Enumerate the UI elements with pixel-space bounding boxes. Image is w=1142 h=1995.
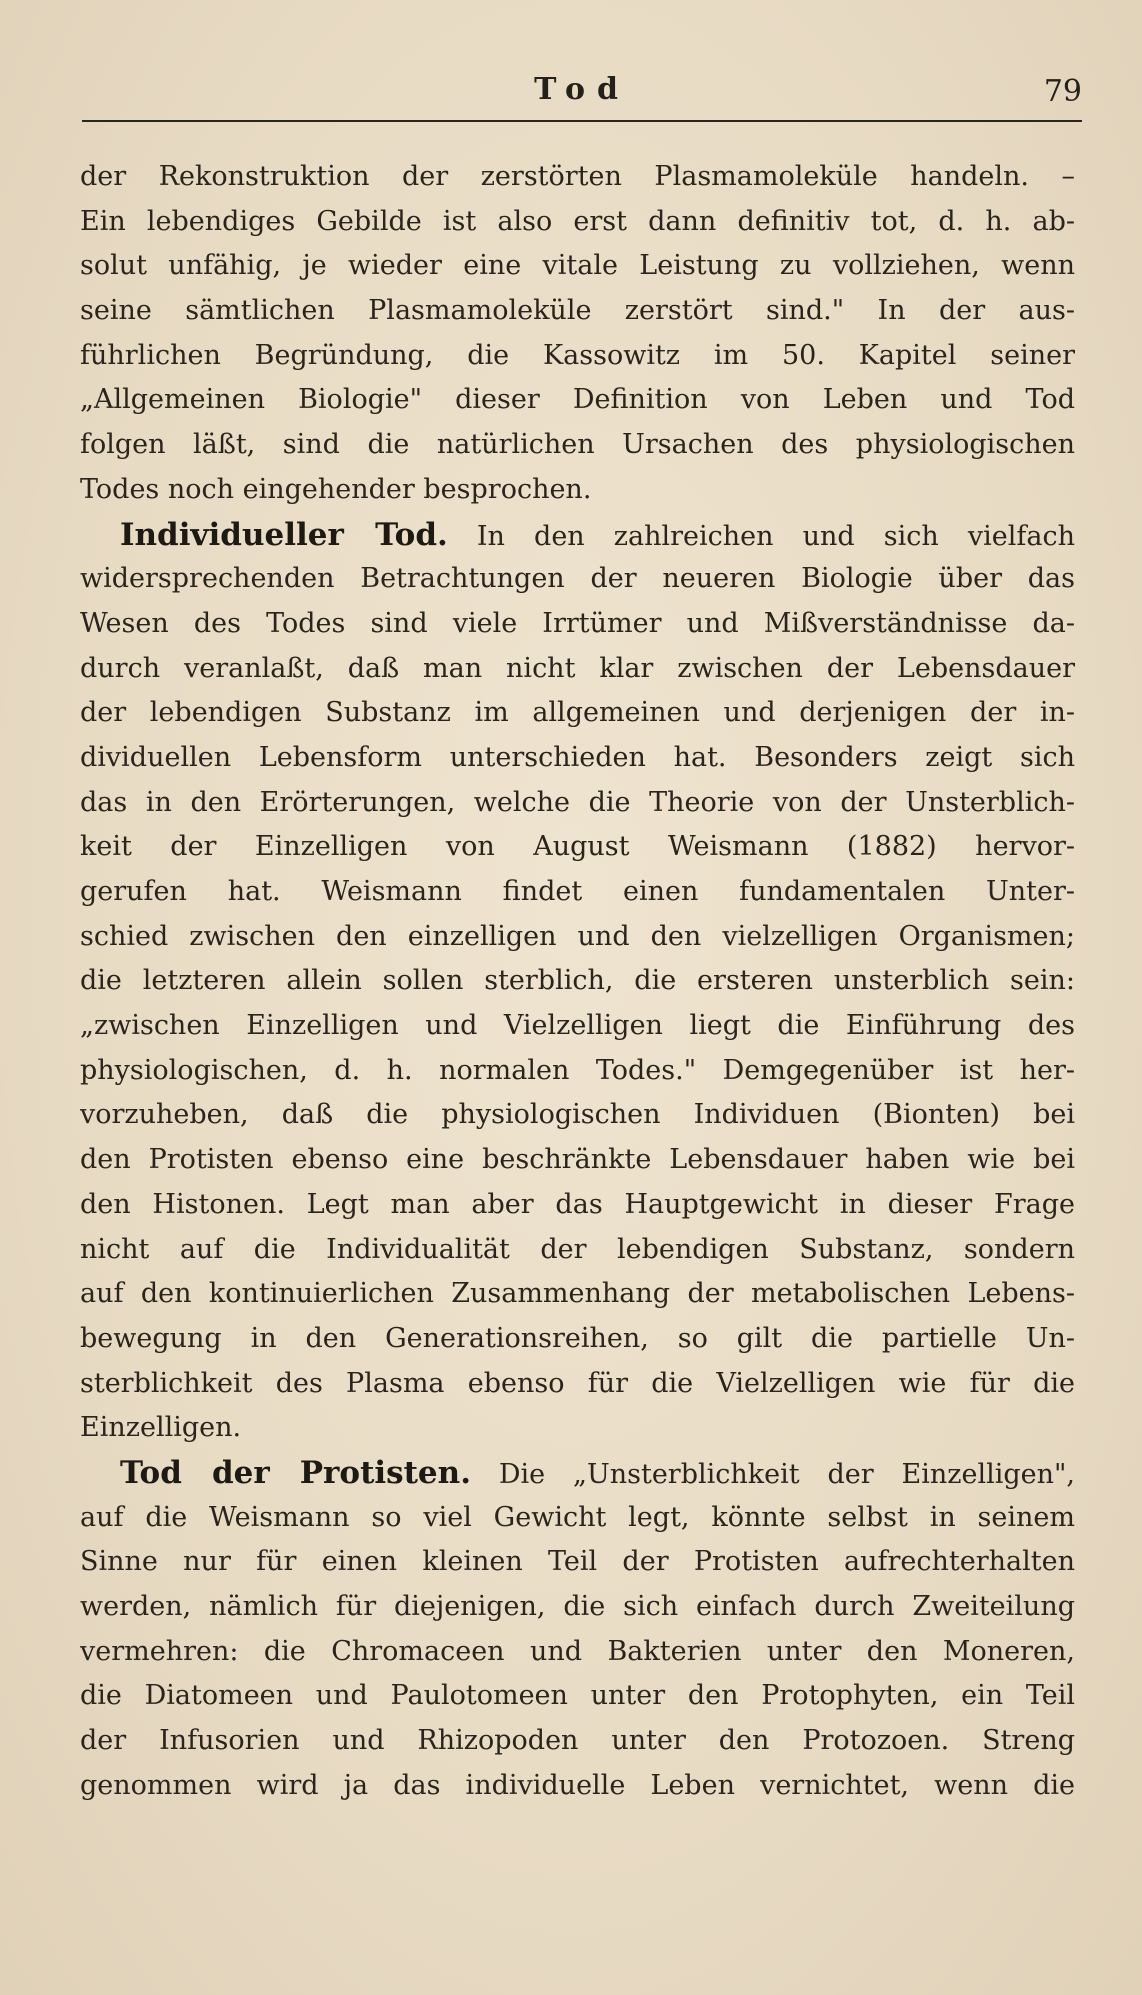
text-line: auf den kontinuierlichen Zusammenhang der metabolischen Lebens- <box>80 1278 1075 1310</box>
text-line: vorzuheben, daß die physiologischen Individuen (Bionten) bei <box>80 1099 1075 1131</box>
text-line: bewegung in den Generationsreihen, so gilt die partielle Un- <box>80 1322 1075 1354</box>
text-line: vermehren: die Chromaceen und Bakterien unter den Moneren, <box>80 1635 1075 1667</box>
page-number: 79 <box>1043 74 1082 109</box>
text-line: werden, nämlich für diejenigen, die sich einfach durch Zweiteilung <box>80 1591 1075 1622</box>
section-lead-text: Die „Unsterblichkeit der Einzelligen", <box>471 1458 1075 1490</box>
text-line: sterblichkeit des Plasma ebenso für die Vielzelligen wie für die <box>80 1367 1075 1399</box>
text-line: auf die Weismann so viel Gewicht legt, könnte selbst in seinem <box>80 1501 1075 1533</box>
text-line: Wesen des Todes sind viele Irrtümer und Mißverständnisse da- <box>80 607 1075 639</box>
text-line: den Histonen. Legt man aber das Hauptgewicht in dieser Frage <box>80 1188 1075 1220</box>
body-text <box>80 155 1075 1808</box>
text-line: das in den Erörterungen, welche die Theorie von der Unsterblich- <box>80 786 1075 818</box>
section-heading-tod-der-protisten: Tod der Protisten. <box>120 1454 471 1491</box>
text-line: Sinne nur für einen kleinen Teil der Protisten aufrechterhalten <box>80 1546 1075 1578</box>
text-line: Einzelligen. <box>80 1412 242 1444</box>
section-first-line <box>80 513 1075 558</box>
text-line: seine sämtlichen Plasmamoleküle zerstört sind." In der aus- <box>80 295 1075 327</box>
text-line: physiologischen, d. h. normalen Todes." Demgegenüber ist her- <box>80 1054 1075 1086</box>
text-line: der lebendigen Substanz im allgemeinen und derjenigen der in- <box>80 697 1075 729</box>
text-line: schied zwischen den einzelligen und den vielzelligen Organismen; <box>80 920 1075 952</box>
text-line: keit der Einzelligen von August Weismann (1882) hervor- <box>80 831 1075 863</box>
text-line: der Infusorien und Rhizopoden unter den Protozoen. Streng <box>80 1725 1075 1757</box>
text-line: Todes noch eingehender besprochen. <box>80 473 592 505</box>
text-line: genommen wird ja das individuelle Leben vernichtet, wenn die <box>80 1769 1075 1801</box>
section-heading-individueller-tod: Individueller Tod. <box>120 516 448 553</box>
text-line: Ein lebendiges Gebilde ist also erst dann definitiv tot, d. h. ab- <box>80 205 1075 237</box>
text-line: „Allgemeinen Biologie" dieser Definition von Leben und Tod <box>80 384 1075 416</box>
text-line: „zwischen Einzelligen und Vielzelligen liegt die Einführung des <box>80 1010 1075 1042</box>
text-line: solut unfähig, je wieder eine vitale Leistung zu vollziehen, wenn <box>80 250 1075 282</box>
text-line: führlichen Begründung, die Kassowitz im 50. Kapitel seiner <box>80 339 1075 371</box>
text-line: dividuellen Lebensform unterschieden hat. Besonders zeigt sich <box>80 741 1075 773</box>
section-lead-text: In den zahlreichen und sich vielfach <box>447 520 1075 552</box>
page-header <box>82 70 1082 122</box>
running-title: Tod <box>534 72 630 107</box>
text-line: folgen läßt, sind die natürlichen Ursachen des physiologischen <box>80 429 1075 461</box>
text-line: gerufen hat. Weismann findet einen fundamentalen Unter- <box>80 876 1075 907</box>
text-line: widersprechenden Betrachtungen der neueren Biologie über das <box>80 563 1075 595</box>
text-line: die letzteren allein sollen sterblich, die ersteren unsterblich sein: <box>80 965 1075 997</box>
text-line: die Diatomeen und Paulotomeen unter den Protophyten, ein Teil <box>80 1680 1075 1712</box>
section-first-line <box>80 1451 1075 1496</box>
text-line: den Protisten ebenso eine beschränkte Lebensdauer haben wie bei <box>80 1144 1075 1176</box>
text-line: der Rekonstruktion der zerstörten Plasmamoleküle handeln. – <box>80 161 1075 192</box>
text-line: durch veranlaßt, daß man nicht klar zwischen der Lebensdauer <box>80 652 1075 684</box>
text-line: nicht auf die Individualität der lebendigen Substanz, sondern <box>80 1233 1075 1265</box>
